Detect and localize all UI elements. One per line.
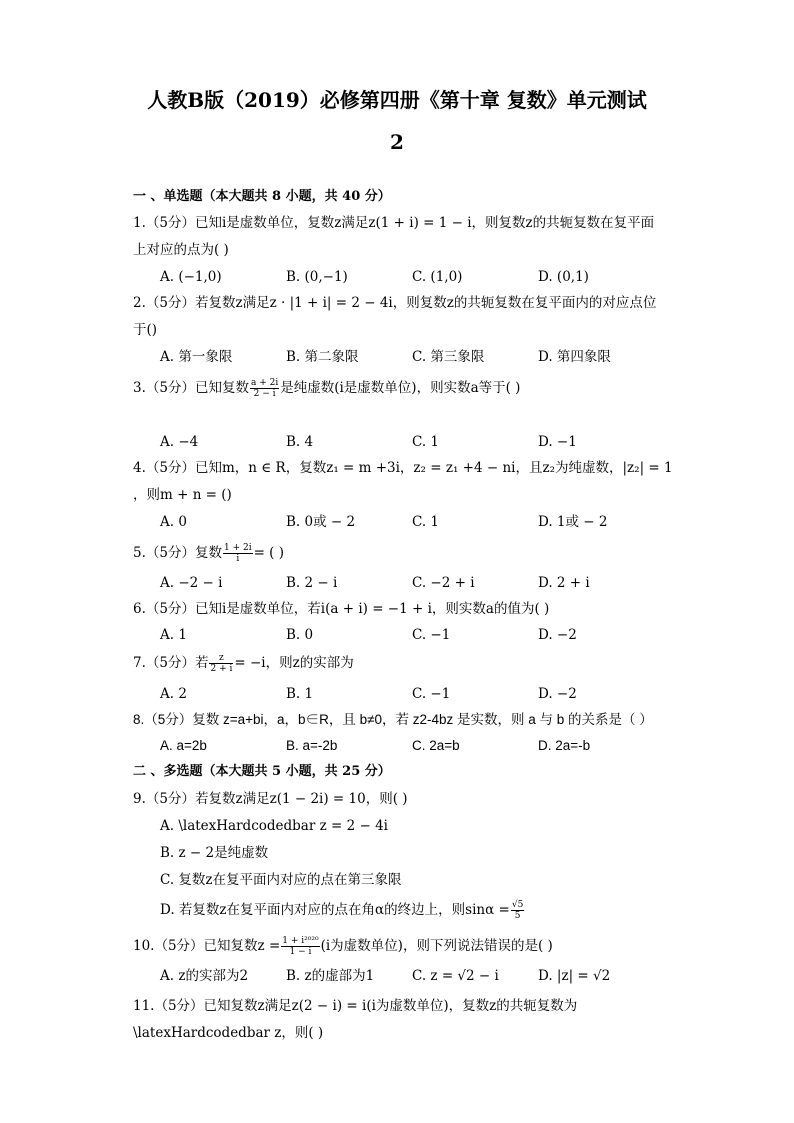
question-7-option-c: C. −1 <box>412 686 451 702</box>
question-9-option-d-denominator: 5 <box>514 911 521 921</box>
question-3-option-a: A. −4 <box>160 434 199 450</box>
question-4-option-d: D. 1或 − 2 <box>538 514 608 530</box>
question-5-fraction-numerator: 1 + 2i <box>223 543 252 553</box>
question-3 <box>133 378 520 399</box>
document-title-line2: 2 <box>390 130 404 154</box>
question-8-option-b: B. a=-2b <box>286 738 338 753</box>
question-1-option-c: C. (1,0) <box>412 269 463 285</box>
question-9-option-d-fraction <box>511 900 524 921</box>
document-title-line1: 人教B版（2019）必修第四册《第十章 复数》单元测试 <box>147 88 647 112</box>
question-4-option-b: B. 0或 − 2 <box>286 514 356 530</box>
question-1-option-d: D. (0,1) <box>538 269 589 285</box>
question-4-option-c: C. 1 <box>412 514 440 530</box>
question-6-option-c: C. −1 <box>412 627 451 643</box>
question-9-option-b: B. z − 2是纯虚数 <box>160 845 269 861</box>
section-single-choice: 一 、单选题（本大题共 8 小题，共 40 分） <box>133 189 391 204</box>
question-3-prefix: 3.（5分）已知复数 <box>133 380 249 396</box>
question-11-line1: 11.（5分）已知复数z满足z(2 − i) = i(i为虚数单位)，复数z的共轭复数为 <box>133 998 578 1014</box>
question-5-fraction-denominator: i <box>236 554 240 564</box>
question-6-option-b: B. 0 <box>286 627 314 643</box>
question-4-line1: 4.（5分）已知m，n ∈ R，复数z₁ = m +3i，z₂ = z₁ +4 − ni，且z₂为纯虚数，|z₂| = 1 <box>133 460 673 476</box>
question-7-option-a: A. 2 <box>160 686 187 702</box>
question-10-option-b: B. z的虚部为1 <box>286 968 375 984</box>
question-3-fraction-denominator: 2 − i <box>253 389 276 399</box>
question-5 <box>133 543 284 564</box>
question-7-option-b: B. 1 <box>286 686 314 702</box>
question-1-option-b: B. (0,−1) <box>286 269 348 285</box>
question-9-option-a: A. \latexHardcodedbar z = 2 − 4i <box>160 818 388 834</box>
question-8-option-d: D. 2a=-b <box>538 738 591 753</box>
section-multiple-choice: 二 、多选题（本大题共 5 小题，共 25 分） <box>133 764 391 779</box>
question-5-option-a: A. −2 − i <box>160 575 223 591</box>
question-10-option-d: D. |z| = √2 <box>538 968 611 984</box>
question-1-line2: 上对应的点为( ) <box>133 242 229 258</box>
question-5-fraction <box>223 543 253 564</box>
question-11-line2: \latexHardcodedbar z，则( ) <box>133 1025 324 1041</box>
question-6: 6.（5分）已知i是虚数单位，若i(a + i) = −1 + i，则实数a的值为( ) <box>133 601 550 617</box>
question-6-option-a: A. 1 <box>160 627 187 643</box>
question-2-option-a: A. 第一象限 <box>160 349 233 365</box>
question-2-option-c: C. 第三象限 <box>412 349 485 365</box>
question-9-option-d <box>160 900 525 921</box>
question-10 <box>133 936 553 957</box>
question-10-suffix: (i为虚数单位)，则下列说法错误的是( ) <box>320 938 553 954</box>
question-6-option-d: D. −2 <box>538 627 577 643</box>
question-9: 9.（5分）若复数z满足z(1 − 2i) = 10，则( ) <box>133 791 408 807</box>
question-7-fraction-denominator: 2 + i <box>210 664 233 674</box>
question-7-prefix: 7.（5分）若 <box>133 655 209 671</box>
question-8-option-a: A. a=2b <box>160 738 207 753</box>
question-7-fraction <box>209 653 233 674</box>
question-10-fraction <box>281 936 319 957</box>
question-3-fraction <box>250 378 279 399</box>
question-7-suffix: = −i，则z的实部为 <box>234 655 354 671</box>
question-10-option-a: A. z的实部为2 <box>160 968 249 984</box>
question-2-line2: 于() <box>133 322 158 338</box>
question-7-option-d: D. −2 <box>538 686 577 702</box>
question-4-option-a: A. 0 <box>160 514 187 530</box>
question-9-option-d-numerator: √5 <box>511 900 524 910</box>
question-9-option-d-text: D. 若复数z在复平面内对应的点在角α的终边上，则sinα = <box>160 902 510 918</box>
question-5-option-b: B. 2 − i <box>286 575 338 591</box>
question-8: 8.（5分）复数 z=a+bi，a，b∈R，且 b≠0，若 z2-4bz 是实数，则 a 与 b 的关系是（ ） <box>133 712 653 727</box>
question-9-option-c: C. 复数z在复平面内对应的点在第三象限 <box>160 872 402 888</box>
question-10-prefix: 10.（5分）已知复数z = <box>133 938 281 954</box>
question-5-prefix: 5.（5分）复数 <box>133 545 222 561</box>
question-3-suffix: 是纯虚数(i是虚数单位)，则实数a等于( ) <box>280 380 521 396</box>
question-2-line1: 2.（5分）若复数z满足z · |1 + i| = 2 − 4i，则复数z的共轭复数在复平面内的对应点位 <box>133 295 657 311</box>
question-4-line2: ，则m + n = () <box>133 487 232 503</box>
question-8-option-c: C. 2a=b <box>412 738 460 753</box>
question-2-option-d: D. 第四象限 <box>538 349 611 365</box>
question-5-suffix: = ( ) <box>253 545 285 561</box>
question-1-option-a: A. (−1,0) <box>160 269 222 285</box>
question-2-option-b: B. 第二象限 <box>286 349 359 365</box>
question-3-option-b: B. 4 <box>286 434 314 450</box>
question-7 <box>133 653 354 674</box>
question-10-option-c: C. z = √2 − i <box>412 968 499 984</box>
question-5-option-c: C. −2 + i <box>412 575 475 591</box>
question-7-fraction-numerator: z <box>209 653 233 664</box>
question-3-fraction-numerator: a + 2i <box>250 378 279 388</box>
question-3-option-c: C. 1 <box>412 434 440 450</box>
question-1-line1: 1.（5分）已知i是虚数单位，复数z满足z(1 + i) = 1 − i，则复数z的共轭复数在复平面 <box>133 215 655 231</box>
question-10-fraction-numerator: 1 + i²⁰²⁰ <box>282 936 319 946</box>
question-5-option-d: D. 2 + i <box>538 575 590 591</box>
question-10-fraction-denominator: 1 − i <box>289 947 312 957</box>
question-3-option-d: D. −1 <box>538 434 577 450</box>
